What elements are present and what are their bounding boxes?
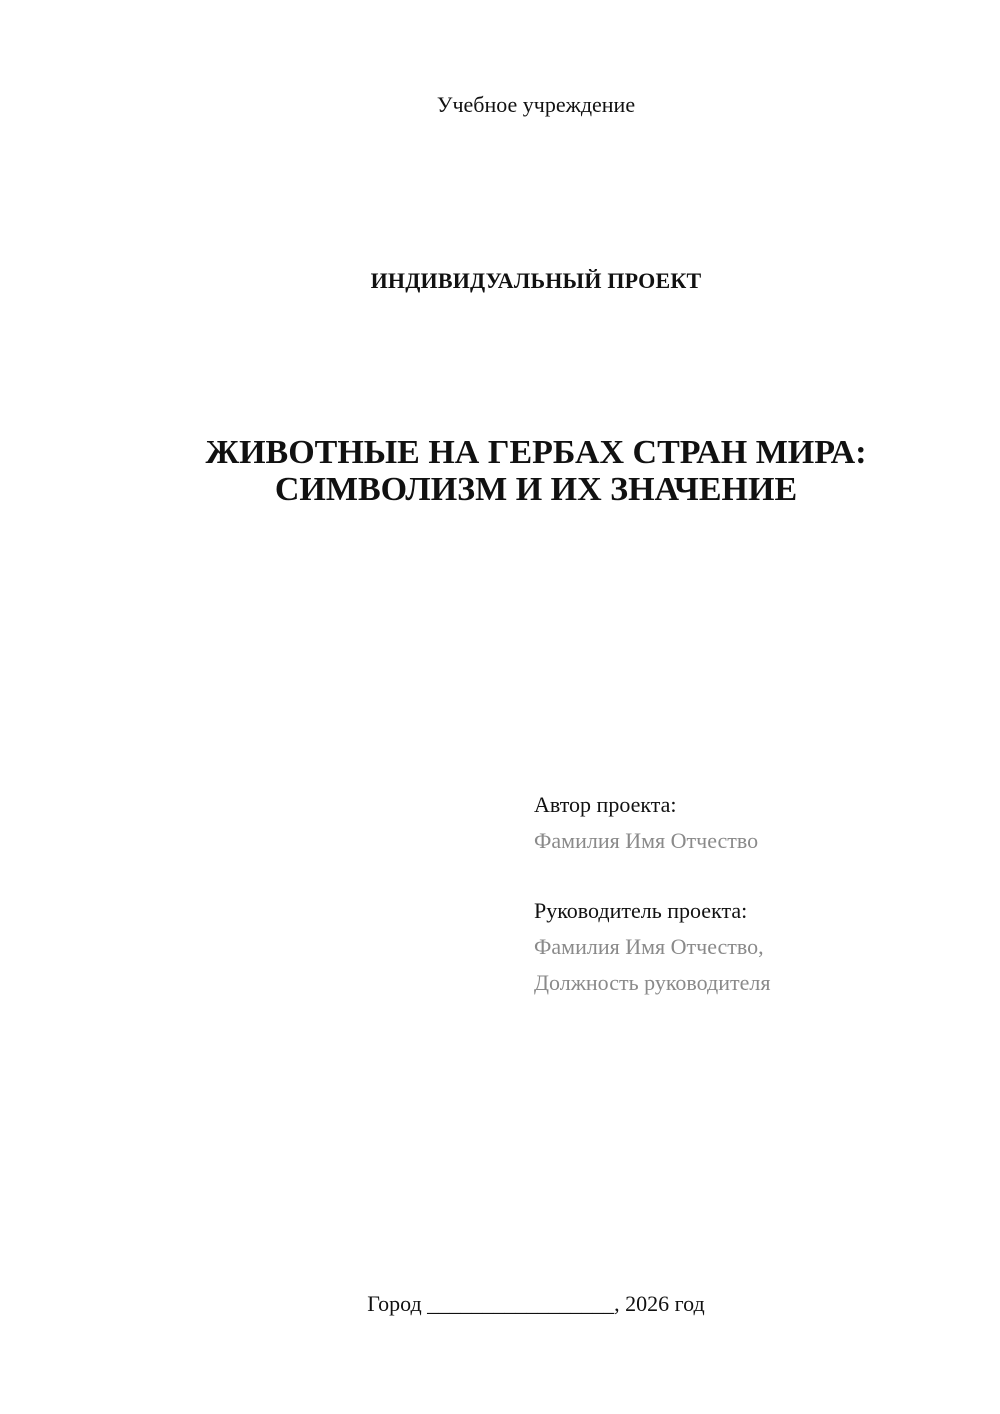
- project-info: [534, 787, 974, 1001]
- author-label: Автор проекта:: [534, 792, 677, 817]
- info-spacer: [534, 859, 974, 893]
- project-title: [0, 434, 1000, 508]
- supervisor-position: Должность руководителя: [534, 970, 771, 995]
- project-title-line-1: ЖИВОТНЫЕ НА ГЕРБАХ СТРАН МИРА:: [205, 434, 867, 471]
- institution-name: Учебное учреждение: [436, 92, 636, 117]
- supervisor-name: Фамилия Имя Отчество,: [534, 934, 764, 959]
- city-year-line: Город _________________, 2026 год: [367, 1291, 705, 1316]
- project-title-line-2: СИМВОЛИЗМ И ИХ ЗНАЧЕНИЕ: [274, 471, 798, 508]
- supervisor-label: Руководитель проекта:: [534, 898, 748, 923]
- document-type: ИНДИВИДУАЛЬНЫЙ ПРОЕКТ: [370, 268, 702, 293]
- author-name: Фамилия Имя Отчество: [534, 828, 759, 853]
